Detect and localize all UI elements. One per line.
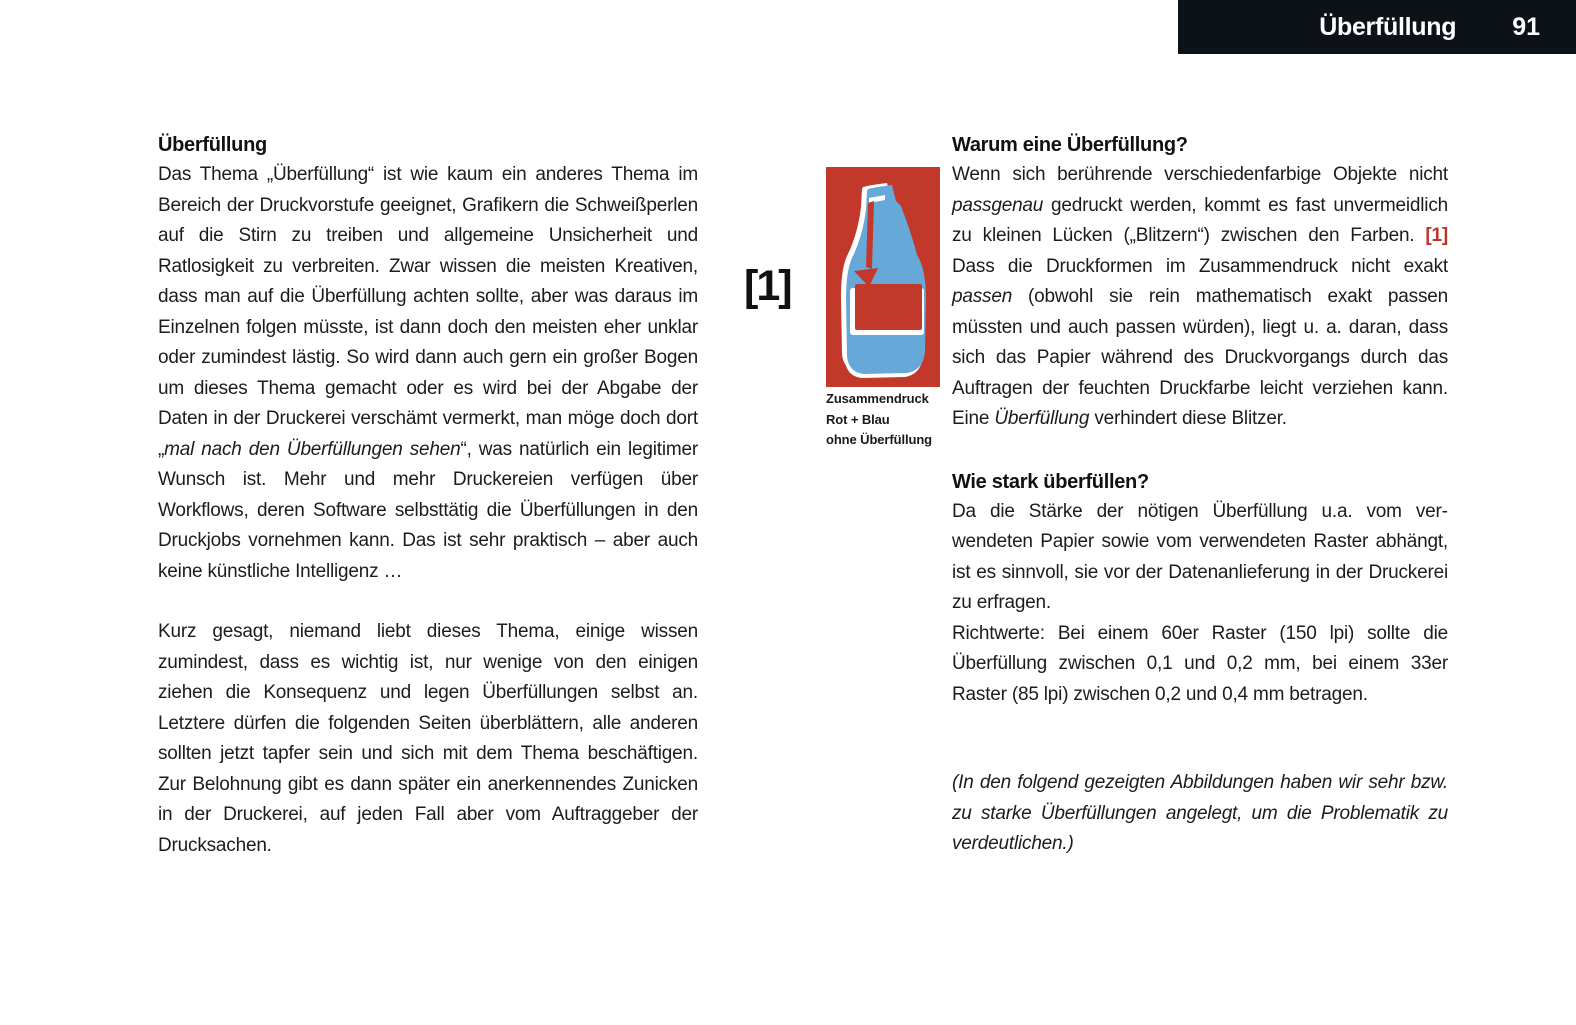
figures-note: (In den folgend gezeigten Abbildungen haben wir sehr bzw. zu starke Überfüllungen angelegt, um die Problematik zu verdeutlichen.): [952, 772, 1448, 854]
how-much-paragraph: Da die Stärke der nötigen Überfüllung u.a. vom verwendeten Papier sowie vom verwendeten Raster abhängt, ist es sinnvoll, sie vor der Datenanlieferung in der Druckerei zu erfragen. Richtwerte: Bei einem 60er Raster (150 lpi) sollte die Überfüllung zwischen 0,1 und 0,2 mm, bei einem 33er Raster (85 lpi) zwischen 0,2 und 0,4 mm betragen.: [952, 500, 1448, 705]
figure-caption-line-1: Zusammendruck: [826, 391, 929, 406]
figure-caption-line-2: Rot + Blau: [826, 411, 890, 427]
page-number: 91: [1512, 12, 1540, 41]
figure-caption: [826, 389, 932, 451]
chapter-title: Überfüllung: [1319, 12, 1457, 41]
right-column: [952, 130, 1448, 860]
left-column-heading: Überfüllung: [158, 134, 267, 156]
page-header-bar: [1178, 0, 1576, 54]
why-trap-paragraph: Wenn sich berührende verschiedenfarbige Objekte nicht passgenau gedruckt werden, kommt es fast unvermeidlich zu kleinen Lücken („Blitzern“) zwischen den Farben. [1] Dass die Druckformen im Zusammendruck nicht exakt passen (obwohl sie rein mathematisch exakt passen müssten und auch passen würden), liegt u. a. daran, dass sich das Papier während des Druckvorgangs durch das Auftragen der feuchten Druckfarbe leicht verziehen kann. Eine Überfüllung verhindert diese Blitzer.: [952, 164, 1448, 429]
figure-caption-line-3: ohne Überfüllung: [826, 432, 932, 447]
left-column: [158, 130, 698, 861]
section-heading-how-much: Wie stark überfüllen?: [952, 470, 1149, 493]
left-paragraph-2: Kurz gesagt, niemand liebt dieses Thema, einige wissen zumindest, dass es wichtig ist, nur wenige von den einigen ziehen die Konsequenz und legen Überfüllungen selbst an. Letztere dürfen die folgenden Seiten überblättern, alle anderen sollten jetzt tapfer sein und sich mit dem Thema beschäftigen. Zur Belohnung gibt es dann später ein anerkennendes Zunicken in der Druckerei, auf jeden Fall aber vom Auftraggeber der Drucksachen.: [158, 621, 698, 856]
section-heading-why-trap: Warum eine Überfüllung?: [952, 134, 1188, 156]
left-paragraph-1: Das Thema „Überfüllung“ ist wie kaum ein anderes Thema im Bereich der Druckvorstufe geeignet, Grafikern die Schweißperlen auf die Stirn zu treiben und allgemeine Unsicherheit und Ratlosigkeit zu verbreiten. Zwar wissen die meisten Kreativen, dass man auf die Überfüllung achten sollte, aber was daraus im Einzelnen folgen müsste, ist dann doch den meisten eher unklar oder zumindest lästig. So wird dann auch gern ein großer Bogen um dieses Thema gemacht oder es wird bei der Abgabe der Daten in der Druckerei verschämt vermerkt, man möge doch dort „mal nach den Überfüllungen sehen“, was natürlich ein legitimer Wunsch ist. Mehr und mehr Druckereien verfügen über Workflows, deren Software selbsttätig die Überfüllungen in den Druckjobs vornehmen kann. Das ist sehr praktisch – aber auch keine künstliche Intelligenz …: [158, 164, 698, 582]
bottle-label: [850, 284, 924, 335]
figure-reference-label: [1]: [744, 262, 791, 310]
trapping-example-figure: [826, 167, 940, 387]
